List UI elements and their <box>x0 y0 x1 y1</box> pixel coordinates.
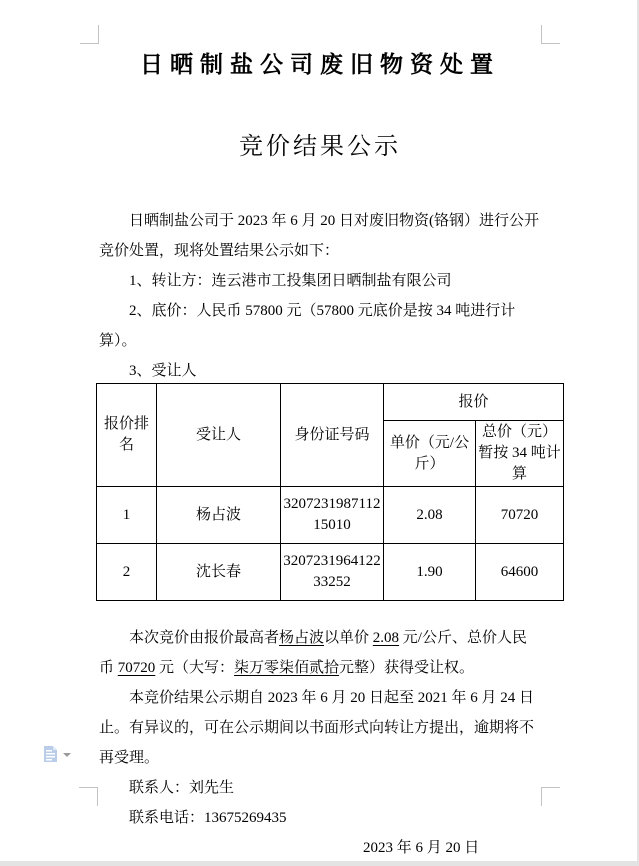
paragraph-intro: 日晒制盐公司于 2023 年 6 月 20 日对废旧物资(铬钢）进行公开竞价处置，现将处置结果公示如下： <box>99 213 539 259</box>
winner-name: 杨占波 <box>279 630 325 646</box>
cell-unit-price-2: 1.90 <box>384 544 476 601</box>
table-row-1 <box>97 487 564 544</box>
list-item-base-price: 2、底价：人民币 57800 元（57800 元底价是按 34 吨进行计算）。 <box>99 303 516 349</box>
paragraph-publicity-period: 本竞价结果公示期自 2023 年 6 月 20 日起至 2021 年 6 月 24 日止。有异议的，可在公示期间以书面形式向转让方提出，逾期将不再受理。 <box>99 690 535 766</box>
cell-rank-1: 1 <box>97 487 157 544</box>
winning-unit-price: 2.08 <box>372 630 400 646</box>
list-item-transferee: 3、受让人 <box>129 363 197 379</box>
document-title: 日晒制盐公司废旧物资处置 <box>140 52 500 77</box>
amount-in-capitals: 柒万零柒佰贰拾 <box>234 660 340 676</box>
summary-text-pre: 本次竞价由报价最高者 <box>129 630 280 646</box>
cell-id-1: 320723198711215010 <box>281 487 384 544</box>
cell-unit-price-1: 2.08 <box>384 487 476 544</box>
margin-mark-top-left <box>80 25 99 44</box>
paste-options-button[interactable] <box>42 745 59 763</box>
summary-text-mid3: 元（大写： <box>155 660 235 676</box>
column-header-total-price: 总价（元）暂按 34 吨计算 <box>476 421 564 487</box>
document-subtitle: 竞价结果公示 <box>239 134 401 160</box>
bid-results-table <box>96 383 564 601</box>
summary-text-mid2: 元/公斤、总价人民币 <box>99 630 527 676</box>
list-item-transferor: 1、转让方：连云港市工投集团日晒制盐有限公司 <box>129 273 452 289</box>
summary-text-post: 元整）获得受让权。 <box>339 660 475 676</box>
cell-name-2: 沈长春 <box>157 544 281 601</box>
column-header-transferee: 受让人 <box>157 384 281 487</box>
paragraph-summary <box>99 623 541 683</box>
margin-mark-top-right <box>541 25 560 44</box>
column-header-id-number: 身份证号码 <box>281 384 384 487</box>
paste-options-icon <box>42 745 59 763</box>
summary-text-mid1: 以单价 <box>324 630 373 646</box>
margin-mark-bottom-right <box>541 787 560 806</box>
cell-total-price-1: 70720 <box>476 487 564 544</box>
contact-phone: 联系电话：13675269435 <box>129 810 287 826</box>
table-row-2 <box>97 544 564 601</box>
table-header-row-1 <box>97 384 564 421</box>
contact-person: 联系人：刘先生 <box>129 780 235 796</box>
cell-id-2: 320723196412233252 <box>281 544 384 601</box>
column-header-unit-price: 单价（元/公斤） <box>384 421 476 487</box>
margin-mark-bottom-left <box>79 787 98 806</box>
column-header-rank: 报价排名 <box>97 384 157 487</box>
column-header-quote: 报价 <box>384 384 564 421</box>
document-date: 2023 年 6 月 20 日 <box>363 840 480 856</box>
cell-total-price-2: 64600 <box>476 544 564 601</box>
cell-rank-2: 2 <box>97 544 157 601</box>
dropdown-arrow-icon[interactable] <box>63 753 71 757</box>
document-content <box>99 44 561 863</box>
winning-total-price: 70720 <box>117 660 156 676</box>
cell-name-1: 杨占波 <box>157 487 281 544</box>
